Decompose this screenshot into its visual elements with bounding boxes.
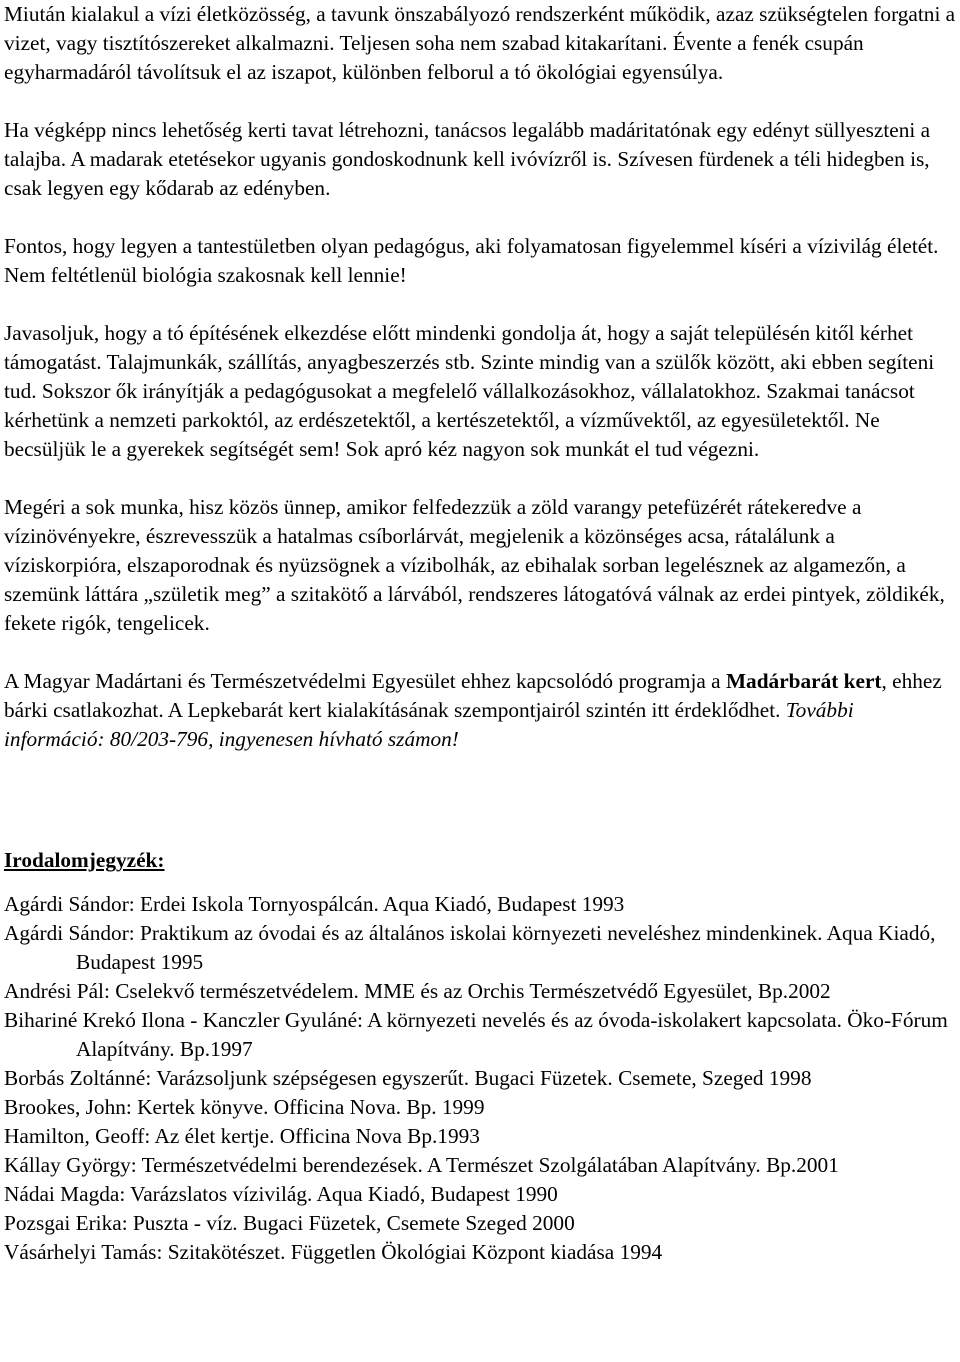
references-heading: Irodalomjegyzék: <box>4 848 165 872</box>
program-name: Madárbarát kert <box>725 669 882 693</box>
reference-item: Brookes, John: Kertek könyve. Officina Nova. Bp. 1999 <box>4 1095 485 1119</box>
document-page <box>4 0 956 1267</box>
reference-item: Agárdi Sándor: Praktikum az óvodai és az általános iskolai környezeti neveléshez mindenkinek. Aqua Kiadó, Budapest 1995 <box>4 921 936 974</box>
reference-item: Kállay György: Természetvédelmi berendezések. A Természet Szolgálatában Alapítvány. Bp.2001 <box>4 1153 839 1177</box>
reference-item: Hamilton, Geoff: Az élet kertje. Officina Nova Bp.1993 <box>4 1124 480 1148</box>
reference-item: Borbás Zoltánné: Varázsoljunk szépségesen egyszerűt. Bugaci Füzetek. Csemete, Szeged 1998 <box>4 1066 812 1090</box>
paragraph-program <box>4 667 956 754</box>
program-text-start: A Magyar Madártani és Természetvédelmi Egyesület ehhez kapcsolódó programja a <box>4 669 726 693</box>
reference-item: Andrési Pál: Cselekvő természetvédelem. MME és az Orchis Természetvédő Egyesület, Bp.2002 <box>4 979 831 1003</box>
reference-item: Bihariné Krekó Ilona - Kanczler Gyuláné: A környezeti nevelés és az óvoda-iskolakert kapcsolata. Öko-Fórum Alapítvány. Bp.1997 <box>4 1008 948 1061</box>
reference-item: Nádai Magda: Varázslatos vízivilág. Aqua Kiadó, Budapest 1990 <box>4 1182 558 1206</box>
reference-item: Agárdi Sándor: Erdei Iskola Tornyospálcán. Aqua Kiadó, Budapest 1993 <box>4 892 625 916</box>
paragraph-bird-bath: Ha végképp nincs lehetőség kerti tavat létrehozni, tanácsos legalább madáritatónak egy edényt süllyeszteni a talajba. A madarak etetésekor ugyanis gondoskodnunk kell ivóvízről is. Szívesen fürdenek a téli hidegben is, csak legyen egy kődarab az edényben. <box>4 118 931 200</box>
paragraph-support: Javasoljuk, hogy a tó építésének elkezdése előtt mindenki gondolja át, hogy a saját településén kitől kérhet támogatást. Talajmunkák, szállítás, anyagbeszerzés stb. Szinte mindig van a szülők között, aki ebben segíteni tud. Sokszor ők irányítják a pedagógusokat a megfelelő vállalkozásokhoz, vállalatokhoz. Szakmai tanácsot kérhetünk a nemzeti parkoktól, az erdészetektől, a kertészetektől, a vízművektől, az egyesületektől. Ne becsüljük le a gyerekek segítségét sem! Sok apró kéz nagyon sok munkát el tud végezni. <box>4 321 935 461</box>
reference-item: Pozsgai Erika: Puszta - víz. Bugaci Füzetek, Csemete Szeged 2000 <box>4 1211 575 1235</box>
paragraph-pond-maintenance: Miután kialakul a vízi életközösség, a tavunk önszabályozó rendszerként működik, azaz szükségtelen forgatni a vizet, vagy tisztítószereket alkalmazni. Teljesen soha nem szabad kitakarítani. Évente a fenék csupán egyharmadáról távolítsuk el az iszapot, különben felborul a tó ökológiai egyensúlya. <box>4 2 956 84</box>
references-list <box>4 890 956 1267</box>
program-contact: További információ: 80/203-796, ingyenesen hívható számon! <box>4 698 854 751</box>
program-text-end: , ehhez bárki csatlakozhat. A Lepkebarát kert kialakításának szempontjairól szintén itt érdeklődhet. <box>4 669 942 722</box>
paragraph-teacher: Fontos, hogy legyen a tantestületben olyan pedagógus, aki folyamatosan figyelemmel kíséri a vízivilág életét. Nem feltétlenül biológia szakosnak kell lennie! <box>4 234 939 287</box>
paragraph-rewards: Megéri a sok munka, hisz közös ünnep, amikor felfedezzük a zöld varangy petefüzérét rátekeredve a vízinövényekre, észrevesszük a hatalmas csíborlárvát, megjelenik a közönséges acsa, rátalálunk a víziskorpióra, elszaporodnak és nyüzsögnek a vízibolhák, az ebihalak sorban legelésznek az algamezőn, a szemünk láttára „születik meg” a szitakötő a lárvából, rendszeres látogatóvá válnak az erdei pintyek, zöldikék, fekete rigók, tengelicek. <box>4 495 945 635</box>
reference-item: Vásárhelyi Tamás: Szitakötészet. Független Ökológiai Központ kiadása 1994 <box>4 1240 663 1264</box>
